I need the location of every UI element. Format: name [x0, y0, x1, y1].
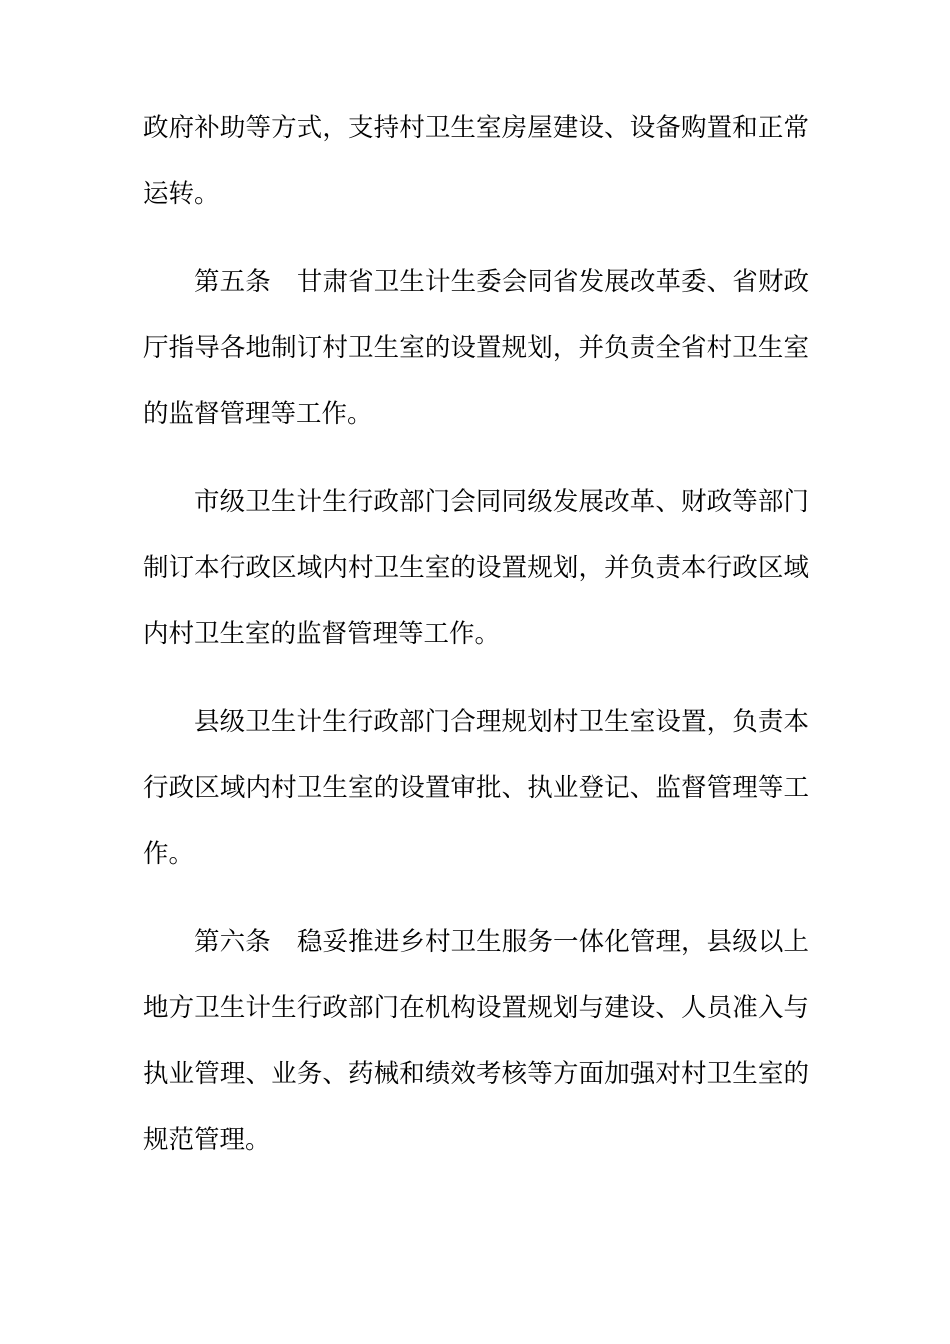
paragraph-continuation: [143, 95, 809, 227]
paragraph-article-5: [143, 249, 809, 447]
paragraph-municipal: [143, 469, 809, 667]
article-number: 第五条: [194, 267, 271, 297]
paragraph-text: 县级卫生计生行政部门合理规划村卫生室设置，负责本行政区域内村卫生室的设置审批、执业登记、监督管理等工作。: [143, 707, 809, 869]
paragraph-text: 政府补助等方式，支持村卫生室房屋建设、设备购置和正常运转。: [143, 113, 809, 209]
paragraph-article-6: [143, 909, 809, 1173]
paragraph-text: 甘肃省卫生计生委会同省发展改革委、省财政厅指导各地制订村卫生室的设置规划，并负责全省村卫生室的监督管理等工作。: [143, 267, 809, 429]
article-number: 第六条: [194, 927, 271, 957]
paragraph-text: 稳妥推进乡村卫生服务一体化管理，县级以上地方卫生计生行政部门在机构设置规划与建设、人员准入与执业管理、业务、药械和绩效考核等方面加强对村卫生室的规范管理。: [143, 927, 809, 1155]
paragraph-text: 市级卫生计生行政部门会同同级发展改革、财政等部门制订本行政区域内村卫生室的设置规划，并负责本行政区域内村卫生室的监督管理等工作。: [143, 487, 809, 649]
document-page: [143, 95, 809, 1173]
paragraph-county: [143, 689, 809, 887]
